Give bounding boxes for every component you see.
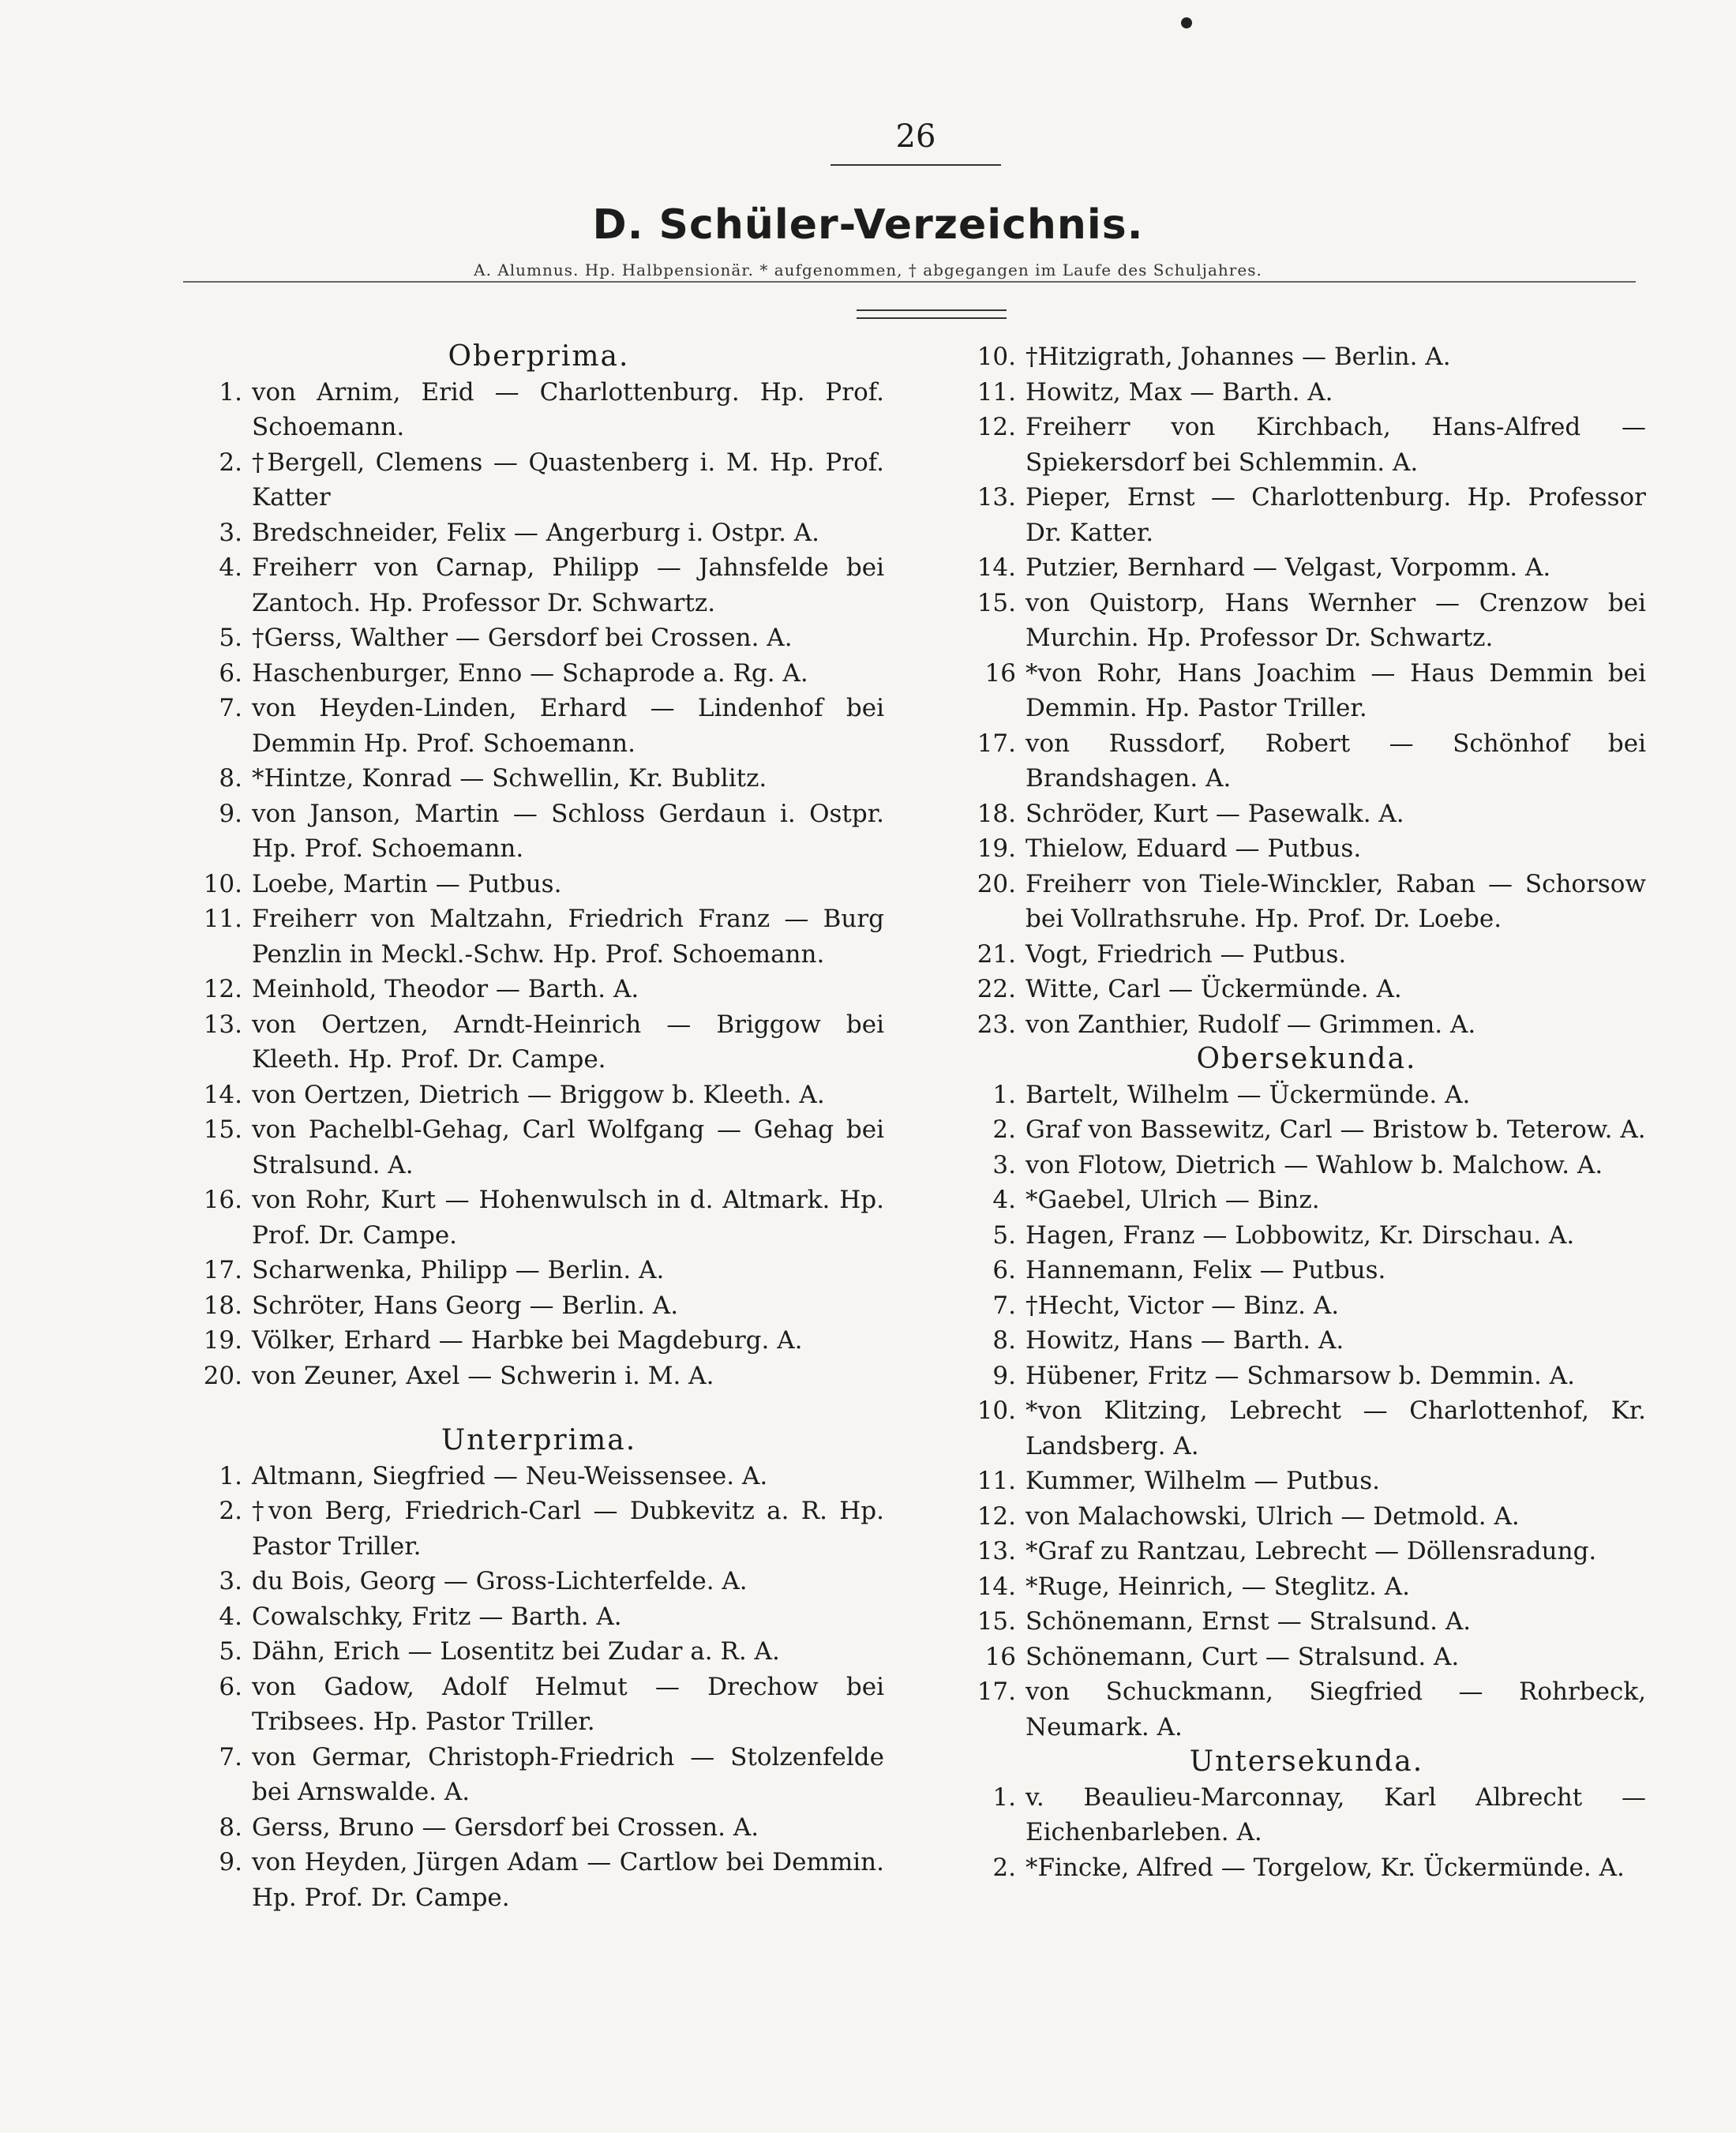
student-entry [193, 1288, 884, 1324]
entry-number: 16 [984, 1642, 1016, 1671]
student-entry [967, 1499, 1646, 1535]
entry-number: 15. [977, 1607, 1016, 1636]
student-entry [193, 550, 884, 620]
student-entry [967, 1569, 1646, 1605]
entry-number: 10. [977, 343, 1016, 371]
student-entry [967, 375, 1646, 410]
entry-text: Altmann, Siegfried — Neu-Weissensee. A. [252, 1461, 768, 1490]
entry-text: *Graf zu Rantzau, Lebrecht — Döllensradung. [1025, 1537, 1597, 1565]
entry-text: Bredschneider, Felix — Angerburg i. Ostpr. A. [252, 518, 820, 547]
entry-text: Dähn, Erich — Losentitz bei Zudar a. R. A. [252, 1637, 780, 1666]
entry-number: 4. [992, 1186, 1016, 1214]
entry-number: 3. [992, 1150, 1016, 1179]
student-entry [193, 1253, 884, 1288]
entry-text: Witte, Carl — Ückermünde. A. [1025, 975, 1402, 1003]
section-heading: Obersekunda. [1196, 1043, 1417, 1075]
entry-number: 4. [219, 1602, 242, 1631]
entry-number: 5. [219, 624, 242, 652]
entry-number: 12. [203, 975, 242, 1003]
student-entry [967, 1674, 1646, 1745]
entry-text: Loebe, Martin — Putbus. [252, 869, 562, 898]
entry-number: 13. [977, 1537, 1016, 1565]
page-number-rule [831, 164, 1001, 166]
student-entry [967, 1640, 1646, 1675]
entry-number: 8. [219, 1812, 242, 1842]
section-heading: Oberprima. [448, 340, 630, 373]
entry-text: †von Berg, Friedrich-Carl — Dubkevitz a. R. Hp. Pastor Triller. [252, 1497, 884, 1561]
entry-text: Vogt, Friedrich — Putbus. [1025, 939, 1347, 969]
entry-text: von Zanthier, Rudolf — Grimmen. A. [1025, 1010, 1476, 1039]
entry-number: 16. [203, 1186, 242, 1214]
entry-text: Hannemann, Felix — Putbus. [1025, 1256, 1386, 1284]
entry-number: 19. [203, 1326, 242, 1355]
student-entry [967, 410, 1646, 480]
entry-number: 19. [977, 834, 1016, 863]
student-entry [967, 1183, 1646, 1218]
entry-number: 14. [203, 1080, 242, 1109]
entry-text: †Gerss, Walther — Gersdorf bei Crossen. A. [252, 624, 793, 652]
student-entry [193, 1007, 884, 1078]
entry-text: Hübener, Fritz — Schmarsow b. Demmin. A. [1025, 1361, 1575, 1390]
entry-number: 17. [977, 729, 1016, 758]
student-entry [193, 1740, 884, 1810]
student-entry [193, 1494, 884, 1564]
entry-number: 11. [977, 1467, 1016, 1495]
student-entry [967, 480, 1646, 550]
entry-number: 5. [219, 1637, 242, 1666]
student-entry [967, 1218, 1646, 1254]
entry-number: 1. [219, 377, 242, 407]
entry-number: 18. [203, 1291, 242, 1320]
entry-number: 20. [203, 1361, 242, 1390]
entry-text: von Gadow, Adolf Helmut — Drechow bei Tribsees. Hp. Pastor Triller. [252, 1672, 884, 1736]
section-gap [193, 1393, 884, 1423]
entry-text: Graf von Bassewitz, Carl — Bristow b. Teterow. A. [1025, 1115, 1646, 1144]
student-entry [967, 1780, 1646, 1850]
legend-rule [183, 281, 1636, 283]
entry-number: 9. [219, 799, 242, 828]
entry-text: von Pachelbl-Gehag, Carl Wolfgang — Gehag bei Stralsund. A. [252, 1115, 884, 1179]
student-entry [967, 1078, 1646, 1113]
entry-text: Gerss, Bruno — Gersdorf bei Crossen. A. [252, 1812, 759, 1842]
entry-number: 8. [992, 1326, 1016, 1355]
student-entry [967, 867, 1646, 937]
entry-number: 6. [992, 1256, 1016, 1284]
entry-text: von Oertzen, Dietrich — Briggow b. Kleeth. A. [252, 1080, 825, 1109]
student-entry [967, 1604, 1646, 1640]
student-entry [967, 550, 1646, 586]
student-entry [193, 761, 884, 797]
entry-text: Scharwenka, Philipp — Berlin. A. [252, 1256, 665, 1284]
entry-text: †Hitzigrath, Johannes — Berlin. A. [1025, 343, 1451, 371]
entry-number: 17. [203, 1256, 242, 1284]
student-entry [967, 586, 1646, 656]
entry-text: Schröter, Hans Georg — Berlin. A. [252, 1291, 679, 1320]
entry-number: 20. [977, 869, 1016, 898]
entry-text: Freiherr von Maltzahn, Friedrich Franz — Burg Penzlin in Meckl.-Schw. Hp. Prof. Schoemann. [252, 905, 884, 969]
student-entry [193, 867, 884, 902]
entry-number: 2. [992, 1853, 1016, 1882]
entry-text: Howitz, Hans — Barth. A. [1025, 1326, 1344, 1355]
student-entry [967, 972, 1646, 1007]
entry-number: 3. [219, 518, 242, 547]
entry-number: 1. [219, 1461, 242, 1490]
entry-text: von Flotow, Dietrich — Wahlow b. Malchow. A. [1025, 1150, 1603, 1179]
student-entry [193, 1323, 884, 1359]
double-rule [857, 309, 1007, 319]
student-entry [193, 1634, 884, 1670]
student-entry [193, 375, 884, 445]
page-number: 26 [895, 118, 936, 155]
entry-text: von Arnim, Erid — Charlottenburg. Hp. Prof. Schoemann. [252, 377, 884, 441]
entry-text: *von Rohr, Hans Joachim — Haus Demmin bei Demmin. Hp. Pastor Triller. [1025, 658, 1646, 722]
entry-text: Kummer, Wilhelm — Putbus. [1025, 1467, 1381, 1495]
student-entry [193, 1078, 884, 1113]
student-entry [967, 339, 1646, 375]
entry-number: 12. [977, 1501, 1016, 1531]
entry-number: 9. [219, 1848, 242, 1876]
entry-text: Putzier, Bernhard — Velgast, Vorpomm. A. [1025, 553, 1551, 582]
section-heading: Untersekunda. [1189, 1745, 1424, 1778]
entry-text: Freiherr von Carnap, Philipp — Jahnsfelde bei Zantoch. Hp. Professor Dr. Schwartz. [252, 553, 884, 617]
student-entry [967, 1850, 1646, 1886]
entry-text: von Oertzen, Arndt-Heinrich — Briggow bei Kleeth. Hp. Prof. Dr. Campe. [252, 1010, 884, 1074]
entry-number: 23. [977, 1010, 1016, 1039]
entry-text: Pieper, Ernst — Charlottenburg. Hp. Professor Dr. Katter. [1025, 483, 1646, 547]
student-entry [967, 1112, 1646, 1148]
entry-text: Hagen, Franz — Lobbowitz, Kr. Dirschau. A. [1025, 1220, 1575, 1250]
entry-text: von Zeuner, Axel — Schwerin i. M. A. [252, 1361, 714, 1390]
entry-text: von Heyden-Linden, Erhard — Lindenhof bei Demmin Hp. Prof. Schoemann. [252, 694, 884, 758]
entry-text: von Rohr, Kurt — Hohenwulsch in d. Altmark. Hp. Prof. Dr. Campe. [252, 1186, 884, 1250]
student-entry [193, 620, 884, 656]
entry-number: 11. [203, 905, 242, 933]
entry-number: 1. [992, 1782, 1016, 1812]
student-entry [193, 902, 884, 972]
student-entry [967, 797, 1646, 832]
entry-number: 2. [219, 448, 242, 477]
student-entry [193, 1670, 884, 1740]
entry-text: Völker, Erhard — Harbke bei Magdeburg. A. [252, 1326, 803, 1355]
student-entry [967, 937, 1646, 973]
entry-text: Thielow, Eduard — Putbus. [1025, 834, 1362, 863]
entry-text: von Malachowski, Ulrich — Detmold. A. [1025, 1501, 1520, 1531]
entry-number: 2. [992, 1115, 1016, 1144]
entry-number: 5. [992, 1220, 1016, 1250]
entry-text: von Schuckmann, Siegfried — Rohrbeck, Neumark. A. [1025, 1678, 1646, 1741]
entry-number: 16 [984, 658, 1016, 688]
student-entry [193, 445, 884, 515]
entry-number: 13. [203, 1010, 242, 1039]
entry-text: †Bergell, Clemens — Quastenberg i. M. Hp. Prof. Katter [252, 448, 884, 512]
student-entry [967, 831, 1646, 867]
ink-dot [1181, 17, 1192, 28]
entry-text: von Russdorf, Robert — Schönhof bei Brandshagen. A. [1025, 729, 1646, 793]
entry-text: Howitz, Max — Barth. A. [1025, 377, 1333, 407]
entry-number: 15. [977, 588, 1016, 617]
student-entry [967, 1323, 1646, 1359]
entry-number: 7. [219, 1742, 242, 1771]
abbreviation-legend: A. Alumnus. Hp. Halbpensionär. * aufgenommen, † abgegangen im Laufe des Schuljahres. [474, 261, 1262, 279]
entry-text: *Ruge, Heinrich, — Steglitz. A. [1025, 1572, 1411, 1601]
student-entry [193, 1564, 884, 1599]
left-column [193, 339, 884, 1915]
student-entry [193, 1845, 884, 1915]
entry-number: 14. [977, 1572, 1016, 1601]
section-heading: Unterprima. [441, 1424, 637, 1456]
entry-text: *von Klitzing, Lebrecht — Charlottenhof, Kr. Landsberg. A. [1025, 1396, 1646, 1460]
student-entry [967, 656, 1646, 726]
student-entry [193, 1810, 884, 1846]
entry-number: 17. [977, 1678, 1016, 1706]
entry-number: 10. [203, 869, 242, 898]
entry-number: 8. [219, 764, 242, 793]
entry-text: Cowalschky, Fritz — Barth. A. [252, 1602, 622, 1631]
entry-text: Bartelt, Wilhelm — Ückermünde. A. [1025, 1080, 1471, 1109]
page-title: D. Schüler-Verzeichnis. [592, 201, 1144, 249]
entry-number: 11. [977, 377, 1016, 407]
entry-number: 22. [977, 975, 1016, 1003]
student-entry [193, 1599, 884, 1635]
entry-text: v. Beaulieu-Marconnay, Karl Albrecht — Eichenbarleben. A. [1025, 1782, 1646, 1846]
entry-number: 7. [992, 1291, 1016, 1320]
entry-text: von Quistorp, Hans Wernher — Crenzow bei Murchin. Hp. Professor Dr. Schwartz. [1025, 588, 1646, 652]
student-entry [967, 1253, 1646, 1288]
entry-number: 21. [977, 939, 1016, 969]
entry-text: von Heyden, Jürgen Adam — Cartlow bei Demmin. Hp. Prof. Dr. Campe. [252, 1848, 884, 1912]
student-entry [193, 656, 884, 692]
student-entry [967, 1007, 1646, 1043]
entry-text: *Gaebel, Ulrich — Binz. [1025, 1186, 1320, 1214]
entry-text: du Bois, Georg — Gross-Lichterfelde. A. [252, 1567, 748, 1595]
entry-text: Meinhold, Theodor — Barth. A. [252, 975, 639, 1003]
student-entry [967, 1534, 1646, 1569]
entry-number: 12. [977, 413, 1016, 441]
entry-number: 18. [977, 799, 1016, 828]
student-entry [193, 1183, 884, 1253]
entry-text: †Hecht, Victor — Binz. A. [1025, 1291, 1340, 1320]
entry-number: 14. [977, 553, 1016, 582]
student-entry [193, 1459, 884, 1494]
entry-text: Freiherr von Tiele-Winckler, Raban — Schorsow bei Vollrathsruhe. Hp. Prof. Dr. Loebe. [1025, 869, 1646, 933]
entry-number: 4. [219, 553, 242, 582]
student-entry [967, 1393, 1646, 1464]
entry-number: 6. [219, 658, 242, 688]
entry-text: *Hintze, Konrad — Schwellin, Kr. Bublitz. [252, 764, 767, 793]
entry-number: 1. [992, 1080, 1016, 1109]
entry-text: Schröder, Kurt — Pasewalk. A. [1025, 799, 1404, 828]
entry-text: Freiherr von Kirchbach, Hans-Alfred — Spiekersdorf bei Schlemmin. A. [1025, 413, 1646, 477]
student-entry [193, 1359, 884, 1394]
student-entry [193, 972, 884, 1007]
student-entry [193, 691, 884, 761]
student-entry [967, 1359, 1646, 1394]
entry-number: 7. [219, 694, 242, 722]
student-entry [967, 1148, 1646, 1183]
entry-text: von Janson, Martin — Schloss Gerdaun i. Ostpr. Hp. Prof. Schoemann. [252, 799, 884, 863]
entry-number: 3. [219, 1567, 242, 1595]
entry-number: 6. [219, 1672, 242, 1701]
entry-number: 2. [219, 1497, 242, 1525]
student-entry [967, 1464, 1646, 1499]
right-column [967, 339, 1646, 1885]
student-entry [193, 797, 884, 867]
entry-text: Schönemann, Curt — Stralsund. A. [1025, 1642, 1460, 1671]
student-entry [967, 726, 1646, 797]
entry-number: 13. [977, 483, 1016, 512]
entry-number: 10. [977, 1396, 1016, 1425]
entry-text: von Germar, Christoph-Friedrich — Stolzenfelde bei Arnswalde. A. [252, 1742, 884, 1806]
entry-text: Schönemann, Ernst — Stralsund. A. [1025, 1607, 1472, 1636]
entry-text: Haschenburger, Enno — Schaprode a. Rg. A. [252, 658, 808, 688]
student-entry [193, 1112, 884, 1183]
student-entry [193, 515, 884, 551]
entry-number: 15. [203, 1115, 242, 1144]
student-entry [967, 1288, 1646, 1324]
entry-text: *Fincke, Alfred — Torgelow, Kr. Ückermünde. A. [1025, 1853, 1625, 1882]
entry-number: 9. [992, 1361, 1016, 1390]
